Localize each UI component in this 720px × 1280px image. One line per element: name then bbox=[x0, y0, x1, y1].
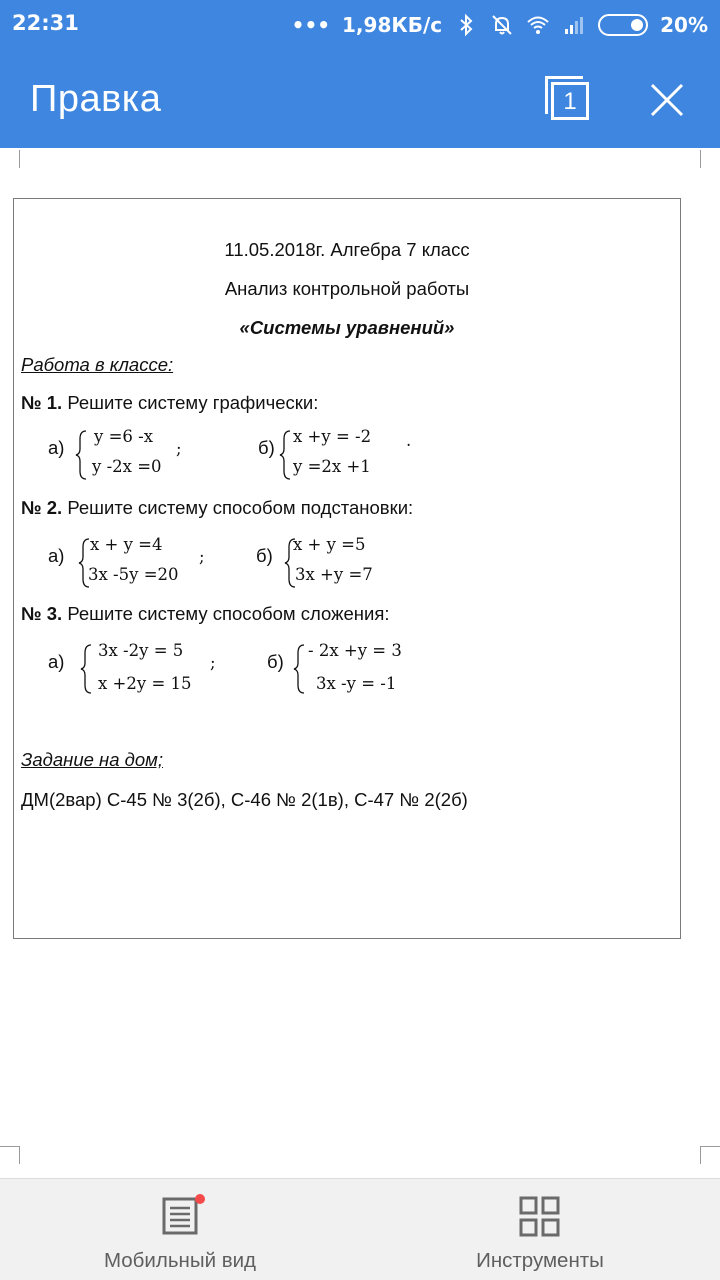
status-bar bbox=[0, 0, 720, 50]
network-speed: 1,98КБ/с bbox=[342, 13, 443, 37]
page-corner-mark bbox=[0, 150, 20, 168]
separator: ; bbox=[210, 653, 216, 672]
pages-button[interactable] bbox=[545, 76, 593, 124]
system-label: б) bbox=[267, 651, 284, 672]
tools-label: Инструменты bbox=[476, 1249, 604, 1272]
signal-icon bbox=[562, 13, 586, 37]
bottom-bar bbox=[0, 1178, 720, 1280]
task-number: № 1. bbox=[21, 392, 63, 413]
task-1 bbox=[21, 392, 318, 414]
separator: . bbox=[406, 431, 412, 450]
battery-percent: 20% bbox=[660, 13, 708, 37]
system-brace bbox=[293, 643, 307, 695]
equation: y -2x =0 bbox=[92, 457, 162, 476]
status-icons bbox=[292, 11, 708, 39]
battery-icon bbox=[598, 14, 648, 36]
homework-heading: Задание на дом; bbox=[21, 749, 164, 770]
equation: 3x -5y =20 bbox=[88, 565, 179, 584]
equation: x + y =5 bbox=[293, 535, 366, 554]
system-label: а) bbox=[48, 545, 65, 566]
status-time: 22:31 bbox=[12, 11, 79, 35]
page-corner-mark bbox=[700, 1146, 720, 1164]
tools-grid-icon bbox=[518, 1195, 562, 1239]
tools-button[interactable] bbox=[360, 1179, 720, 1280]
task-2 bbox=[21, 497, 413, 519]
close-icon[interactable] bbox=[647, 80, 687, 120]
equation: x + y =4 bbox=[90, 535, 163, 554]
mobile-view-icon bbox=[160, 1193, 210, 1239]
more-dots: ••• bbox=[291, 13, 331, 37]
page-corner-mark bbox=[700, 150, 720, 168]
equation: x +2y = 15 bbox=[98, 674, 192, 693]
mobile-view-label: Мобильный вид bbox=[103, 1249, 257, 1272]
mobile-view-button[interactable] bbox=[0, 1179, 360, 1280]
pages-count: 1 bbox=[551, 82, 589, 120]
task-text: Решите систему графически: bbox=[62, 392, 319, 413]
separator: ; bbox=[199, 547, 205, 566]
equation: y =6 -x bbox=[94, 427, 154, 446]
wifi-icon bbox=[526, 13, 550, 37]
task-3 bbox=[21, 603, 390, 625]
document-topic: «Системы уравнений» bbox=[239, 317, 455, 338]
task-number: № 3. bbox=[21, 603, 63, 624]
task-text: Решите систему способом сложения: bbox=[62, 603, 390, 624]
page-corner-mark bbox=[0, 1146, 20, 1164]
system-brace bbox=[75, 429, 89, 481]
document-page[interactable] bbox=[13, 198, 681, 939]
document-date-heading: 11.05.2018г. Алгебра 7 класс bbox=[224, 239, 470, 260]
equation: y =2x +1 bbox=[293, 457, 371, 476]
task-number: № 2. bbox=[21, 497, 63, 518]
task-text: Решите систему способом подстановки: bbox=[62, 497, 414, 518]
page-title: Правка bbox=[30, 78, 162, 120]
system-label: а) bbox=[48, 651, 65, 672]
equation: 3x -y = -1 bbox=[316, 674, 397, 693]
app-bar bbox=[0, 50, 720, 148]
equation: x +y = -2 bbox=[293, 427, 372, 446]
system-label: б) bbox=[256, 545, 273, 566]
system-brace bbox=[80, 643, 94, 695]
bluetooth-icon bbox=[454, 13, 478, 37]
notification-dot bbox=[195, 1194, 205, 1204]
equation: 3x -2y = 5 bbox=[98, 641, 184, 660]
document-subtitle: Анализ контрольной работы bbox=[224, 278, 470, 299]
equation: 3x +y =7 bbox=[295, 565, 373, 584]
equation: - 2x +y = 3 bbox=[308, 641, 402, 660]
system-label: б) bbox=[258, 437, 275, 458]
system-brace bbox=[279, 429, 293, 481]
class-work-heading: Работа в классе: bbox=[21, 354, 174, 375]
mute-bell-icon bbox=[490, 13, 514, 37]
homework-text: ДМ(2вар) С-45 № 3(2б), С-46 № 2(1в), С-47 № 2(2б) bbox=[21, 789, 468, 810]
separator: ; bbox=[176, 439, 182, 458]
system-label: а) bbox=[48, 437, 65, 458]
